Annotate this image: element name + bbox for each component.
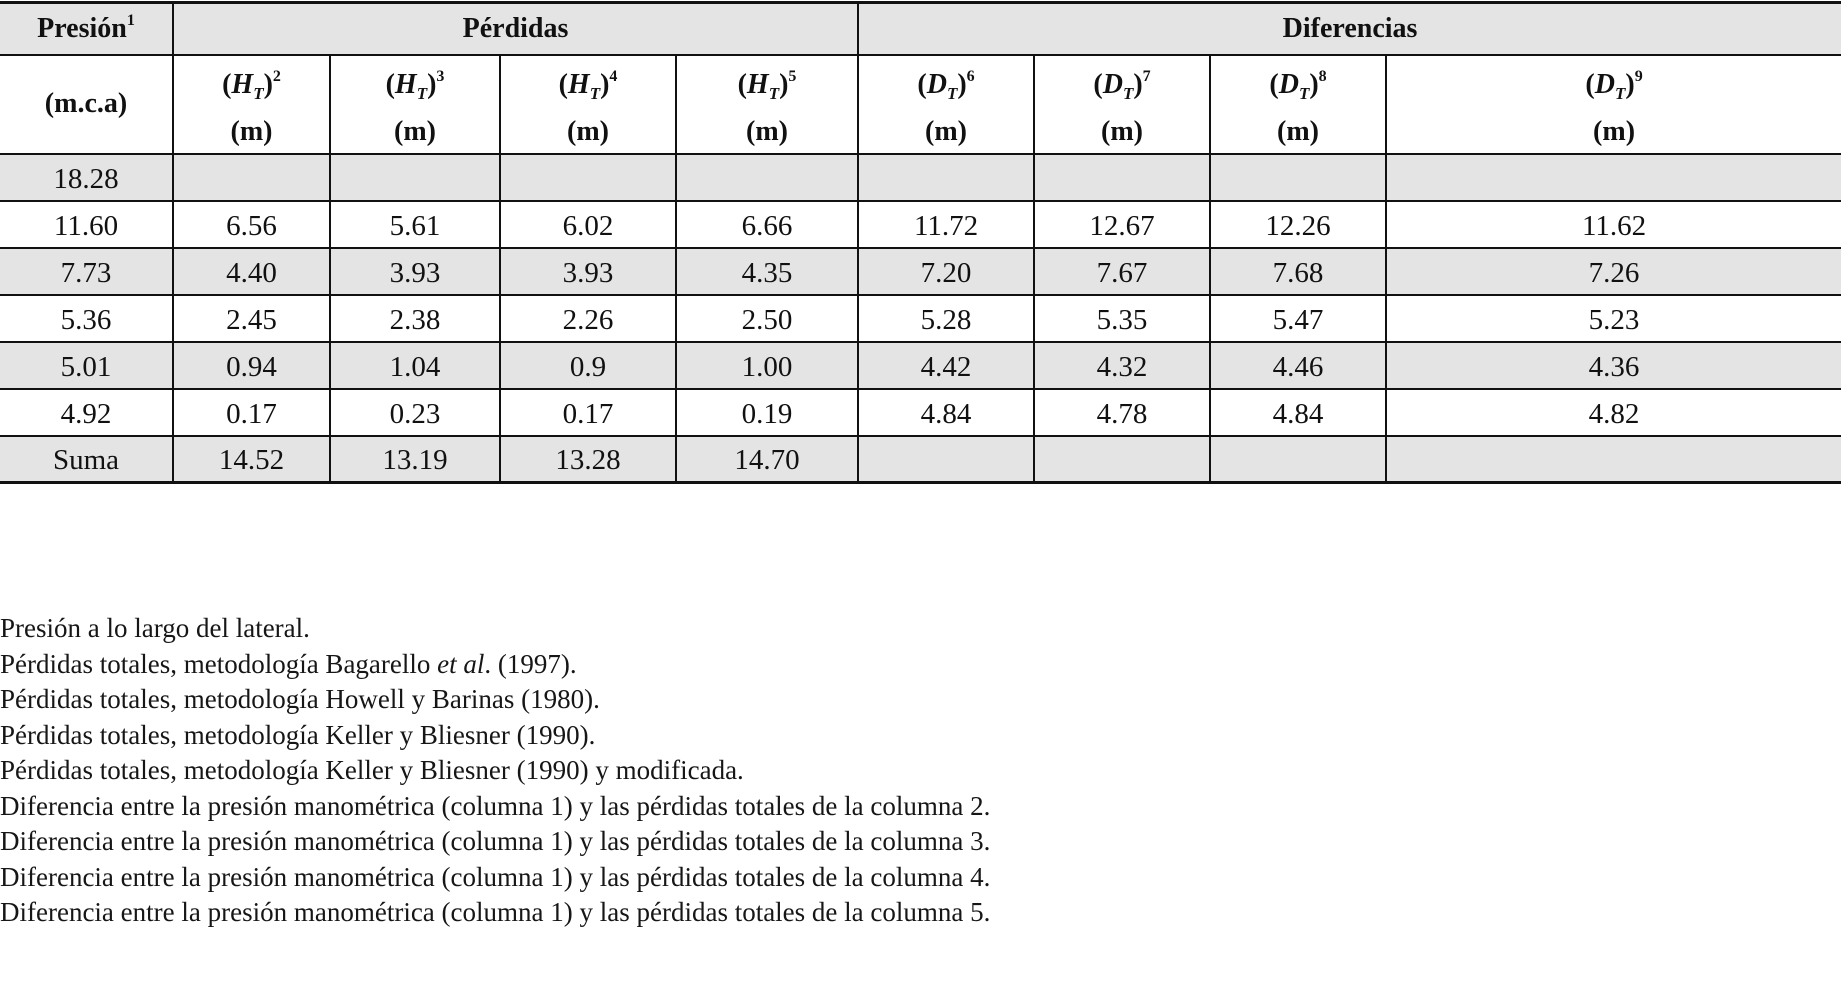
symbol: D: [1594, 68, 1615, 100]
table-row: [0, 342, 1841, 389]
cell: 2.45: [173, 295, 330, 342]
cell: 4.32: [1034, 342, 1210, 389]
header-col-6: $(D_T)^6$ (m): [858, 55, 1034, 154]
table-row-sum: [0, 436, 1841, 483]
cell: 5.01: [0, 342, 173, 389]
footnote-2-italic: et al: [437, 648, 485, 679]
footnote-2-post: . (1997).: [484, 648, 577, 679]
footnote-marker: 9: [1634, 67, 1643, 85]
table-row: [0, 295, 1841, 342]
subscript: T: [1122, 83, 1134, 103]
cell: 14.70: [676, 436, 858, 483]
cell: 5.23: [1386, 295, 1841, 342]
cell: [173, 154, 330, 201]
cell: 7.67: [1034, 248, 1210, 295]
footnote-2: [0, 647, 1841, 683]
unit: (m): [1101, 115, 1144, 147]
cell: 4.35: [676, 248, 858, 295]
footnote-9: Diferencia entre la presión manométrica (columna 1) y las pérdidas totales de la columna 5.: [0, 897, 991, 927]
cell: 0.94: [173, 342, 330, 389]
cell: 4.78: [1034, 389, 1210, 436]
cell: 12.26: [1210, 201, 1386, 248]
footnote-marker: 1: [126, 12, 135, 30]
cell: [330, 154, 500, 201]
footnote-marker: 2: [272, 67, 281, 85]
unit: (m): [1277, 115, 1320, 147]
cell: 6.02: [500, 201, 676, 248]
cell: 0.17: [500, 389, 676, 436]
cell: [500, 154, 676, 201]
cell: 7.68: [1210, 248, 1386, 295]
footnote-marker: 3: [436, 67, 445, 85]
cell: 13.28: [500, 436, 676, 483]
cell: 4.92: [0, 389, 173, 436]
cell: 3.93: [500, 248, 676, 295]
header-col-9: $(D_T)^9$ (m): [1386, 55, 1841, 154]
footnote-2-pre: Pérdidas totales, metodología Bagarello: [0, 648, 438, 679]
cell: Suma: [0, 436, 173, 483]
table-row: [0, 389, 1841, 436]
unit: (m): [1593, 115, 1636, 147]
cell: 4.84: [1210, 389, 1386, 436]
cell: 11.72: [858, 201, 1034, 248]
header-col-2: $(H_T)^2$ (m): [173, 55, 330, 154]
cell: 4.46: [1210, 342, 1386, 389]
cell: [1210, 436, 1386, 483]
footnote-marker: 4: [609, 67, 618, 85]
cell: 18.28: [0, 154, 173, 201]
cell: 14.52: [173, 436, 330, 483]
unit: (m): [746, 115, 788, 147]
cell: 6.66: [676, 201, 858, 248]
cell: 3.93: [330, 248, 500, 295]
unit: (m): [567, 115, 609, 147]
footnote-marker: 6: [966, 67, 975, 85]
cell: [676, 154, 858, 201]
cell: 12.67: [1034, 201, 1210, 248]
cell: 5.61: [330, 201, 500, 248]
cell: 11.62: [1386, 201, 1841, 248]
cell: 5.47: [1210, 295, 1386, 342]
cell: 4.84: [858, 389, 1034, 436]
unit-header-row: [0, 55, 1841, 154]
footnote-7: Diferencia entre la presión manométrica (columna 1) y las pérdidas totales de la columna 3.: [0, 826, 991, 856]
subscript: T: [946, 83, 958, 103]
footnote-3: Pérdidas totales, metodología Howell y Barinas (1980).: [0, 684, 600, 714]
symbol: H: [567, 68, 590, 100]
symbol: D: [926, 68, 947, 100]
footnote-8: Diferencia entre la presión manométrica (columna 1) y las pérdidas totales de la columna 4.: [0, 861, 991, 892]
header-diferencias: Diferencias: [858, 3, 1841, 55]
header-presion-label: Presión: [37, 13, 127, 45]
table-row: [0, 248, 1841, 295]
header-col-8: $(D_T)^8$ (m): [1210, 55, 1386, 154]
footnote-1: Presión a lo largo del lateral.: [0, 613, 310, 643]
cell: 1.04: [330, 342, 500, 389]
subscript: T: [768, 83, 780, 103]
symbol: D: [1102, 68, 1123, 100]
footnote-5: Pérdidas totales, metodología Keller y Bliesner (1990) y modificada.: [0, 755, 744, 785]
cell: 7.26: [1386, 248, 1841, 295]
cell: 5.28: [858, 295, 1034, 342]
cell: [1386, 154, 1841, 201]
footnote-6: Diferencia entre la presión manométrica (columna 1) y las pérdidas totales de la columna 2.: [0, 790, 991, 821]
subscript: T: [1298, 83, 1310, 103]
cell: [1210, 154, 1386, 201]
cell: [1386, 436, 1841, 483]
cell: [1034, 436, 1210, 483]
cell: 2.26: [500, 295, 676, 342]
group-header-row: [0, 3, 1841, 55]
cell: 2.38: [330, 295, 500, 342]
cell: [858, 436, 1034, 483]
header-col-4: $(H_T)^4$ (m): [500, 55, 676, 154]
cell: 13.19: [330, 436, 500, 483]
table-row: [0, 201, 1841, 248]
unit: (m): [230, 115, 273, 147]
footnote-marker: 8: [1318, 67, 1327, 85]
cell: 0.19: [676, 389, 858, 436]
cell: 6.56: [173, 201, 330, 248]
footnote-4: Pérdidas totales, metodología Keller y Bliesner (1990).: [0, 719, 596, 750]
subscript: T: [589, 83, 601, 103]
unit: (m): [925, 115, 968, 147]
cell: 5.36: [0, 295, 173, 342]
subscript: T: [1614, 83, 1626, 103]
symbol: D: [1278, 68, 1299, 100]
cell: 4.42: [858, 342, 1034, 389]
cell: 1.00: [676, 342, 858, 389]
subscript: T: [416, 83, 428, 103]
header-unit-presion: (m.c.a): [0, 55, 173, 154]
pressure-losses-table: [0, 1, 1841, 484]
cell: 0.23: [330, 389, 500, 436]
header-presion: [0, 3, 173, 55]
table-row: [0, 154, 1841, 201]
cell: [1034, 154, 1210, 201]
symbol: H: [231, 68, 254, 100]
unit: (m): [394, 115, 436, 147]
cell: 4.40: [173, 248, 330, 295]
header-col-3: $(H_T)^3$ (m): [330, 55, 500, 154]
cell: 7.20: [858, 248, 1034, 295]
footnote-marker: 7: [1142, 67, 1151, 85]
cell: 5.35: [1034, 295, 1210, 342]
symbol: H: [394, 68, 417, 100]
cell: [858, 154, 1034, 201]
cell: 11.60: [0, 201, 173, 248]
subscript: T: [253, 83, 264, 103]
cell: 0.17: [173, 389, 330, 436]
footnote-marker: 5: [788, 67, 797, 85]
footnotes: [0, 611, 1841, 931]
cell: 2.50: [676, 295, 858, 342]
symbol: H: [746, 68, 769, 100]
cell: 0.9: [500, 342, 676, 389]
header-col-5: $(H_T)^5$ (m): [676, 55, 858, 154]
header-perdidas: Pérdidas: [173, 3, 858, 55]
cell: 7.73: [0, 248, 173, 295]
header-col-7: $(D_T)^7$ (m): [1034, 55, 1210, 154]
cell: 4.36: [1386, 342, 1841, 389]
cell: 4.82: [1386, 389, 1841, 436]
